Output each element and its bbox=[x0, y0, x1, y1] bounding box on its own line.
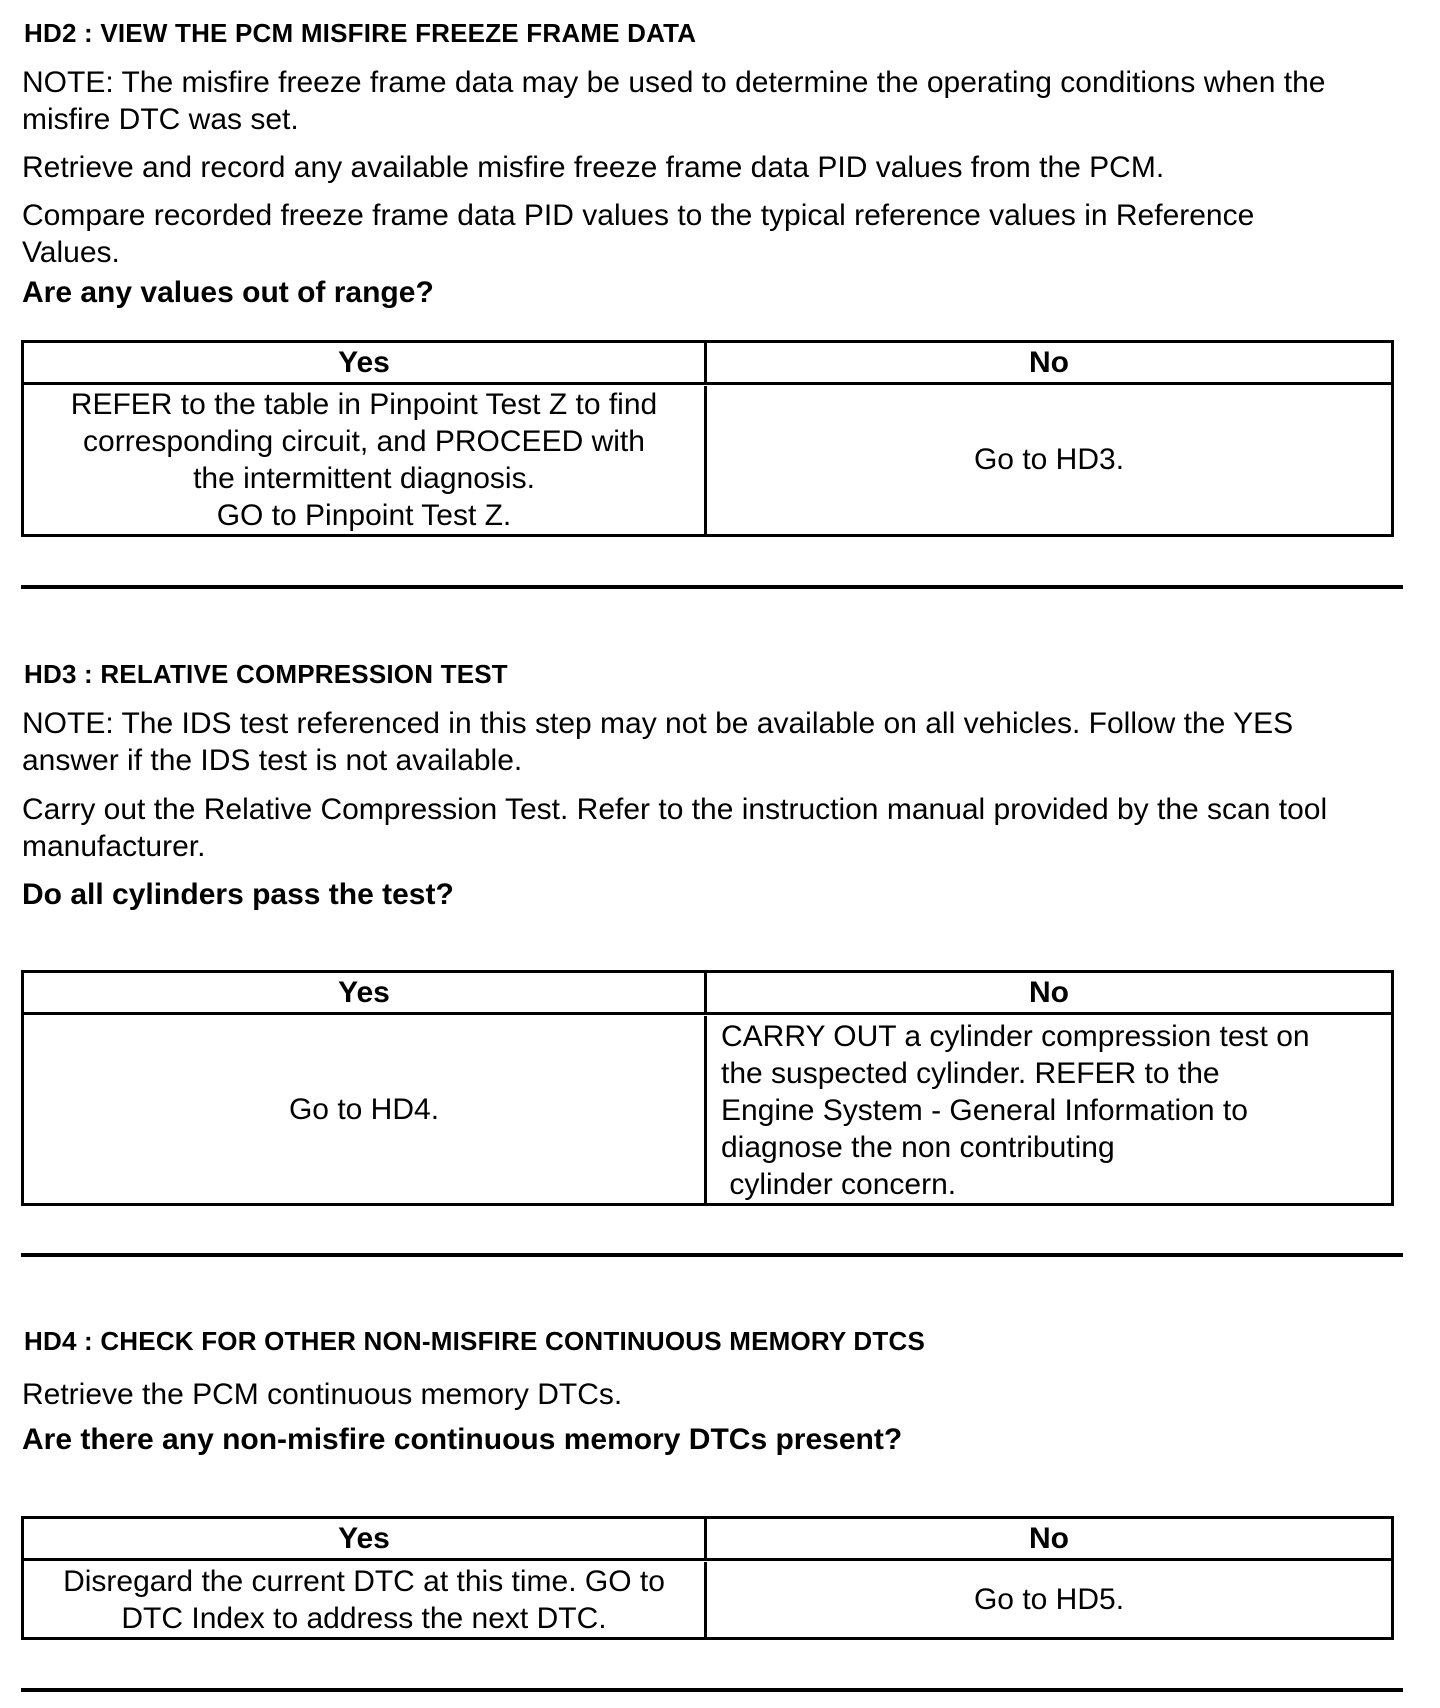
hd3-instruction: Carry out the Relative Compression Test. Refer to the instruction manual provided by the scan tool manufacturer. bbox=[22, 793, 1328, 863]
hd3-no-line: cylinder concern. bbox=[721, 1167, 957, 1201]
hd3-no-line: Engine System - General Information to bbox=[721, 1093, 1248, 1127]
hd4-question: Are there any non-misfire continuous memory DTCs present? bbox=[22, 1423, 903, 1456]
hd3-yes-cell bbox=[24, 1016, 707, 1204]
section-divider bbox=[21, 1253, 1403, 1257]
hd3-note: NOTE: The IDS test referenced in this step may not be available on all vehicles. Follow the YES answer if the IDS test is not available. bbox=[22, 707, 1294, 777]
hd4-yes-line: Disregard the current DTC at this time. GO to bbox=[63, 1564, 665, 1598]
hd4-instruction: Retrieve the PCM continuous memory DTCs. bbox=[22, 1378, 623, 1411]
hd4-yes-cell bbox=[24, 1562, 707, 1637]
hd3-no-header: No bbox=[707, 973, 1391, 1015]
hd3-no-line: the suspected cylinder. REFER to the bbox=[721, 1056, 1220, 1090]
hd2-question: Are any values out of range? bbox=[22, 276, 434, 309]
hd2-yes-cell bbox=[24, 386, 707, 535]
section-divider bbox=[21, 585, 1403, 589]
hd2-heading: HD2 : VIEW THE PCM MISFIRE FREEZE FRAME DATA bbox=[24, 18, 697, 48]
hd4-decision-table bbox=[21, 1516, 1394, 1640]
hd4-no-line: Go to HD5. bbox=[973, 1583, 1125, 1616]
hd3-heading: HD3 : RELATIVE COMPRESSION TEST bbox=[24, 659, 508, 689]
hd3-question: Do all cylinders pass the test? bbox=[22, 878, 454, 911]
hd3-no-cell bbox=[707, 1016, 1391, 1204]
hd2-note: NOTE: The misfire freeze frame data may be used to determine the operating conditions when the misfire DTC was set. bbox=[22, 66, 1326, 136]
hd2-no-header: No bbox=[707, 343, 1391, 385]
hd4-heading: HD4 : CHECK FOR OTHER NON-MISFIRE CONTINUOUS MEMORY DTCS bbox=[24, 1326, 925, 1356]
hd4-no-cell bbox=[707, 1562, 1391, 1637]
hd2-yes-header: Yes bbox=[24, 343, 707, 385]
hd3-decision-table bbox=[21, 970, 1394, 1206]
section-divider bbox=[21, 1688, 1403, 1692]
hd2-instruction-compare: Compare recorded freeze frame data PID values to the typical reference values in Reference Values. bbox=[22, 199, 1255, 269]
hd2-no-cell bbox=[707, 386, 1391, 535]
hd2-yes-line: GO to Pinpoint Test Z. bbox=[216, 498, 512, 532]
hd2-instruction-retrieve: Retrieve and record any available misfire freeze frame data PID values from the PCM. bbox=[22, 151, 1165, 184]
hd2-yes-line: REFER to the table in Pinpoint Test Z to find bbox=[70, 387, 658, 421]
hd3-yes-header: Yes bbox=[24, 973, 707, 1015]
hd4-no-header: No bbox=[707, 1519, 1391, 1561]
hd2-no-line: Go to HD3. bbox=[973, 443, 1125, 477]
hd4-yes-header: Yes bbox=[24, 1519, 707, 1561]
hd4-yes-line: DTC Index to address the next DTC. bbox=[121, 1601, 607, 1635]
hd3-no-line: CARRY OUT a cylinder compression test on bbox=[721, 1019, 1310, 1053]
hd2-yes-line: corresponding circuit, and PROCEED with bbox=[83, 424, 645, 458]
hd3-no-line: diagnose the non contributing bbox=[721, 1130, 1115, 1164]
hd2-decision-table bbox=[21, 340, 1394, 537]
hd3-yes-line: Go to HD4. bbox=[288, 1092, 440, 1126]
hd2-yes-line: the intermittent diagnosis. bbox=[193, 461, 535, 495]
